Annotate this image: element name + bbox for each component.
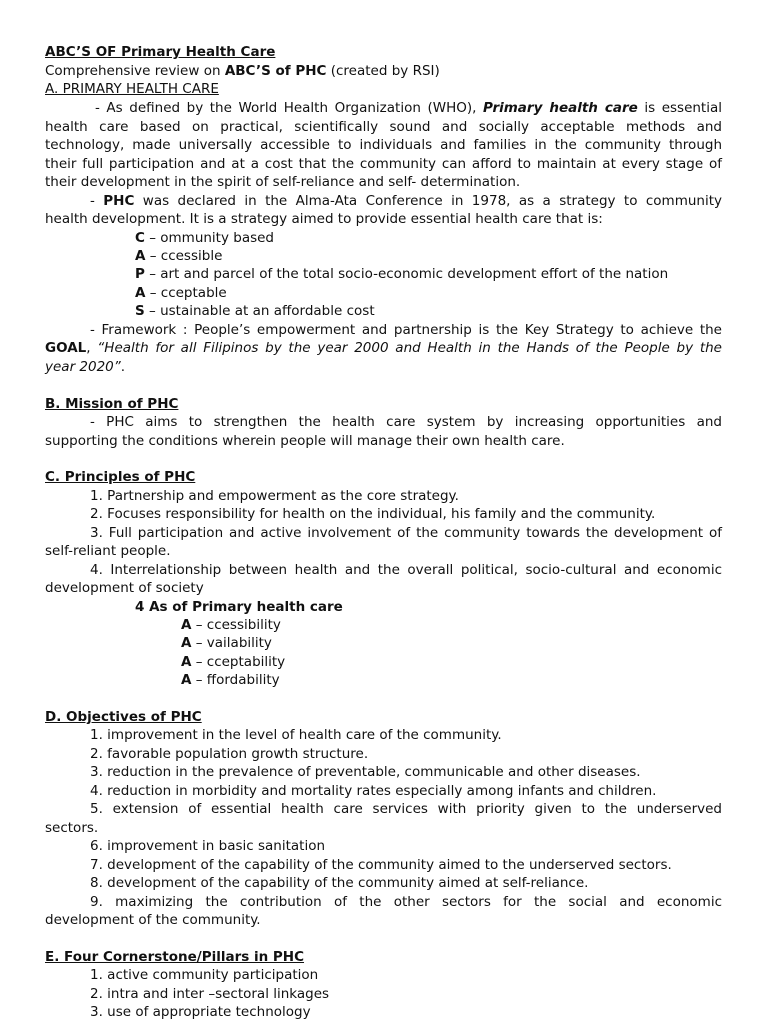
objective-item-cont: sectors. xyxy=(45,820,99,836)
as-text: – vailability xyxy=(191,635,272,651)
bold-text: PHC xyxy=(103,193,135,209)
capas-item xyxy=(135,284,722,302)
capas-item xyxy=(135,229,722,247)
as-letter: A xyxy=(181,654,192,670)
capas-text: – ccessible xyxy=(145,248,223,264)
capas-text: – cceptable xyxy=(145,285,227,301)
framework-line xyxy=(45,358,722,376)
principle-item-cont: development of society xyxy=(45,580,204,596)
capas-item xyxy=(135,302,722,320)
capas-item xyxy=(135,247,722,265)
goal-quote: “Health for all Filipinos by the year 2000 and Health in the Hands of the People by the xyxy=(97,340,722,356)
capas-letter: P xyxy=(135,266,145,282)
four-as-item xyxy=(181,634,722,652)
section-a-para1-line: technology, made universally accessible to individuals and families in the community through xyxy=(45,137,722,153)
goal-quote: year 2020” xyxy=(45,359,121,375)
emphasis-text: Primary health care xyxy=(482,100,638,116)
document-subtitle xyxy=(45,62,722,80)
section-a-para1-line: their full participation and at a cost that the community can afford to maintain at every stage of xyxy=(45,156,722,172)
capas-letter: A xyxy=(135,248,146,264)
section-b-line: - PHC aims to strengthen the health care system by increasing opportunities and xyxy=(90,414,722,430)
as-text: – cceptability xyxy=(191,654,286,670)
capas-text: – ommunity based xyxy=(144,230,275,246)
text-run: . xyxy=(120,359,126,375)
section-a-para1-line: health care based on practical, scientifically sound and socially acceptable methods and xyxy=(45,119,722,135)
objective-item: 1. improvement in the level of health care of the community. xyxy=(90,727,502,743)
capas-item xyxy=(135,265,722,283)
objective-item: 5. extension of essential health care services with priority given to the underserved xyxy=(90,801,722,817)
capas-letter: A xyxy=(135,285,146,301)
capas-letter: C xyxy=(135,230,145,246)
subtitle-text: Comprehensive review on xyxy=(45,63,225,79)
four-as-heading: 4 As of Primary health care xyxy=(135,599,343,615)
subtitle-suffix: (created by RSI) xyxy=(326,63,440,79)
section-b-line: supporting the conditions wherein people will manage their own health care. xyxy=(45,433,565,449)
principle-item-cont: self-reliant people. xyxy=(45,543,171,559)
section-a-heading: A. PRIMARY HEALTH CARE xyxy=(45,81,219,97)
text-run: - As defined by the World Health Organization (WHO), xyxy=(95,100,483,116)
capas-text: – art and parcel of the total socio-economic development effort of the nation xyxy=(144,266,669,282)
capas-text: – ustainable at an affordable cost xyxy=(144,303,375,319)
document-title: ABC’S OF Primary Health Care xyxy=(45,44,276,60)
pillar-item: 2. intra and inter –sectoral linkages xyxy=(90,986,330,1002)
section-a-para2-line: health development. It is a strategy aimed to provide essential health care that is: xyxy=(45,211,603,227)
section-d-heading: D. Objectives of PHC xyxy=(45,709,202,725)
principle-item: 4. Interrelationship between health and the overall political, socio-cultural and economic xyxy=(90,562,722,578)
section-a-para1-line: their development in the spirit of self-reliance and self- determination. xyxy=(45,174,521,190)
section-a-para1-line xyxy=(95,99,722,117)
objective-item-cont: development of the community. xyxy=(45,912,261,928)
objective-item: 3. reduction in the prevalence of preventable, communicable and other diseases. xyxy=(90,764,641,780)
four-as-item xyxy=(181,616,722,634)
objective-item: 4. reduction in morbidity and mortality rates especially among infants and children. xyxy=(90,783,657,799)
pillar-item: 3. use of appropriate technology xyxy=(90,1004,311,1020)
objective-item: 6. improvement in basic sanitation xyxy=(90,838,326,854)
goal-label: GOAL xyxy=(45,340,87,356)
principle-item: 1. Partnership and empowerment as the core strategy. xyxy=(90,488,459,504)
as-letter: A xyxy=(181,635,192,651)
principle-item: 2. Focuses responsibility for health on the individual, his family and the community. xyxy=(90,506,656,522)
objective-item: 9. maximizing the contribution of the other sectors for the social and economic xyxy=(90,894,722,910)
text-run: is essential xyxy=(637,100,722,116)
text-run: - xyxy=(90,193,104,209)
section-e-heading: E. Four Cornerstone/Pillars in PHC xyxy=(45,949,305,965)
as-letter: A xyxy=(181,617,192,633)
framework-line: - Framework : People’s empowerment and partnership is the Key Strategy to achieve the xyxy=(90,322,722,338)
as-text: – ffordability xyxy=(191,672,280,688)
principle-item: 3. Full participation and active involvement of the community towards the development of xyxy=(90,525,722,541)
four-as-item xyxy=(181,671,722,689)
capas-letter: S xyxy=(135,303,145,319)
objective-item: 8. development of the capability of the community aimed at self-reliance. xyxy=(90,875,589,891)
section-c-heading: C. Principles of PHC xyxy=(45,469,196,485)
objective-item: 2. favorable population growth structure. xyxy=(90,746,369,762)
objective-item: 7. development of the capability of the community aimed to the underserved sectors. xyxy=(90,857,672,873)
text-run: was declared in the Alma-Ata Conference in 1978, as a strategy to community xyxy=(134,193,722,209)
as-text: – ccessibility xyxy=(191,617,281,633)
four-as-item xyxy=(181,653,722,671)
section-b-heading: B. Mission of PHC xyxy=(45,396,179,412)
as-letter: A xyxy=(181,672,192,688)
framework-line xyxy=(45,339,722,357)
subtitle-bold-text: ABC’S of PHC xyxy=(224,63,327,79)
text-run: , xyxy=(86,340,98,356)
pillar-item: 1. active community participation xyxy=(90,967,319,983)
section-a-para2-line xyxy=(90,192,722,210)
